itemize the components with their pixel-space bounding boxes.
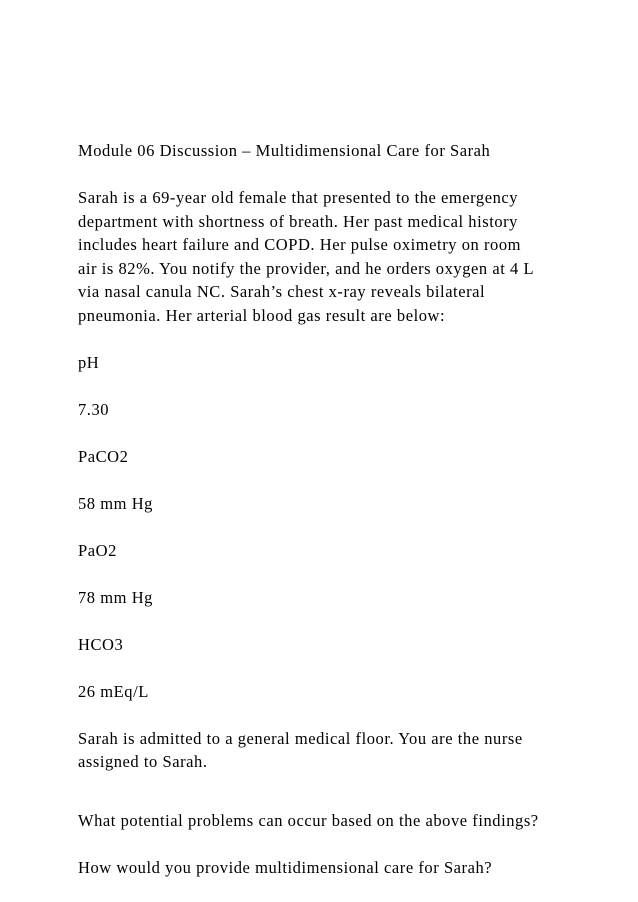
spacer [78, 656, 598, 680]
spacer [78, 703, 598, 727]
abg-value-hco3: 26 mEq/L [78, 681, 149, 701]
abg-label-pao2: PaO2 [78, 540, 117, 560]
discussion-questions [78, 809, 598, 880]
spacer [78, 163, 598, 187]
spacer [78, 515, 598, 539]
question-1: What potential problems can occur based on the above findings? [78, 810, 539, 830]
case-line: department with shortness of breath. Her past medical history [78, 211, 518, 231]
abg-value-paco2: 58 mm Hg [78, 493, 153, 513]
abg-value-pao2: 78 mm Hg [78, 587, 153, 607]
admission-line: Sarah is admitted to a general medical floor. You are the nurse [78, 728, 523, 748]
case-description [78, 186, 598, 327]
abg-label-ph: pH [78, 352, 100, 372]
spacer [78, 562, 598, 586]
abg-results [78, 351, 598, 704]
case-line: includes heart failure and COPD. Her pulse oximetry on room [78, 235, 522, 254]
spacer [78, 832, 598, 856]
spacer [78, 421, 598, 445]
case-line: air is 82%. You notify the provider, and he orders oxygen at 4 L [78, 258, 535, 278]
question-2: How would you provide multidimensional care for Sarah? [78, 857, 493, 877]
document-title: Module 06 Discussion – Multidimensional Care for Sarah [78, 141, 491, 160]
spacer [78, 327, 598, 351]
case-line: pneumonia. Her arterial blood gas result are below: [78, 305, 446, 325]
spacer [78, 468, 598, 492]
admission-line: assigned to Sarah. [78, 752, 208, 771]
document-body [78, 139, 598, 879]
case-line: via nasal canula NC. Sarah’s chest x-ray reveals bilateral [78, 282, 486, 301]
admission-note [78, 727, 598, 774]
case-line: Sarah is a 69-year old female that presented to the emergency [78, 188, 519, 207]
abg-label-hco3: HCO3 [78, 634, 124, 654]
abg-label-paco2: PaCO2 [78, 446, 129, 466]
spacer [78, 774, 598, 809]
abg-value-ph: 7.30 [78, 399, 110, 419]
spacer [78, 609, 598, 633]
spacer [78, 374, 598, 398]
